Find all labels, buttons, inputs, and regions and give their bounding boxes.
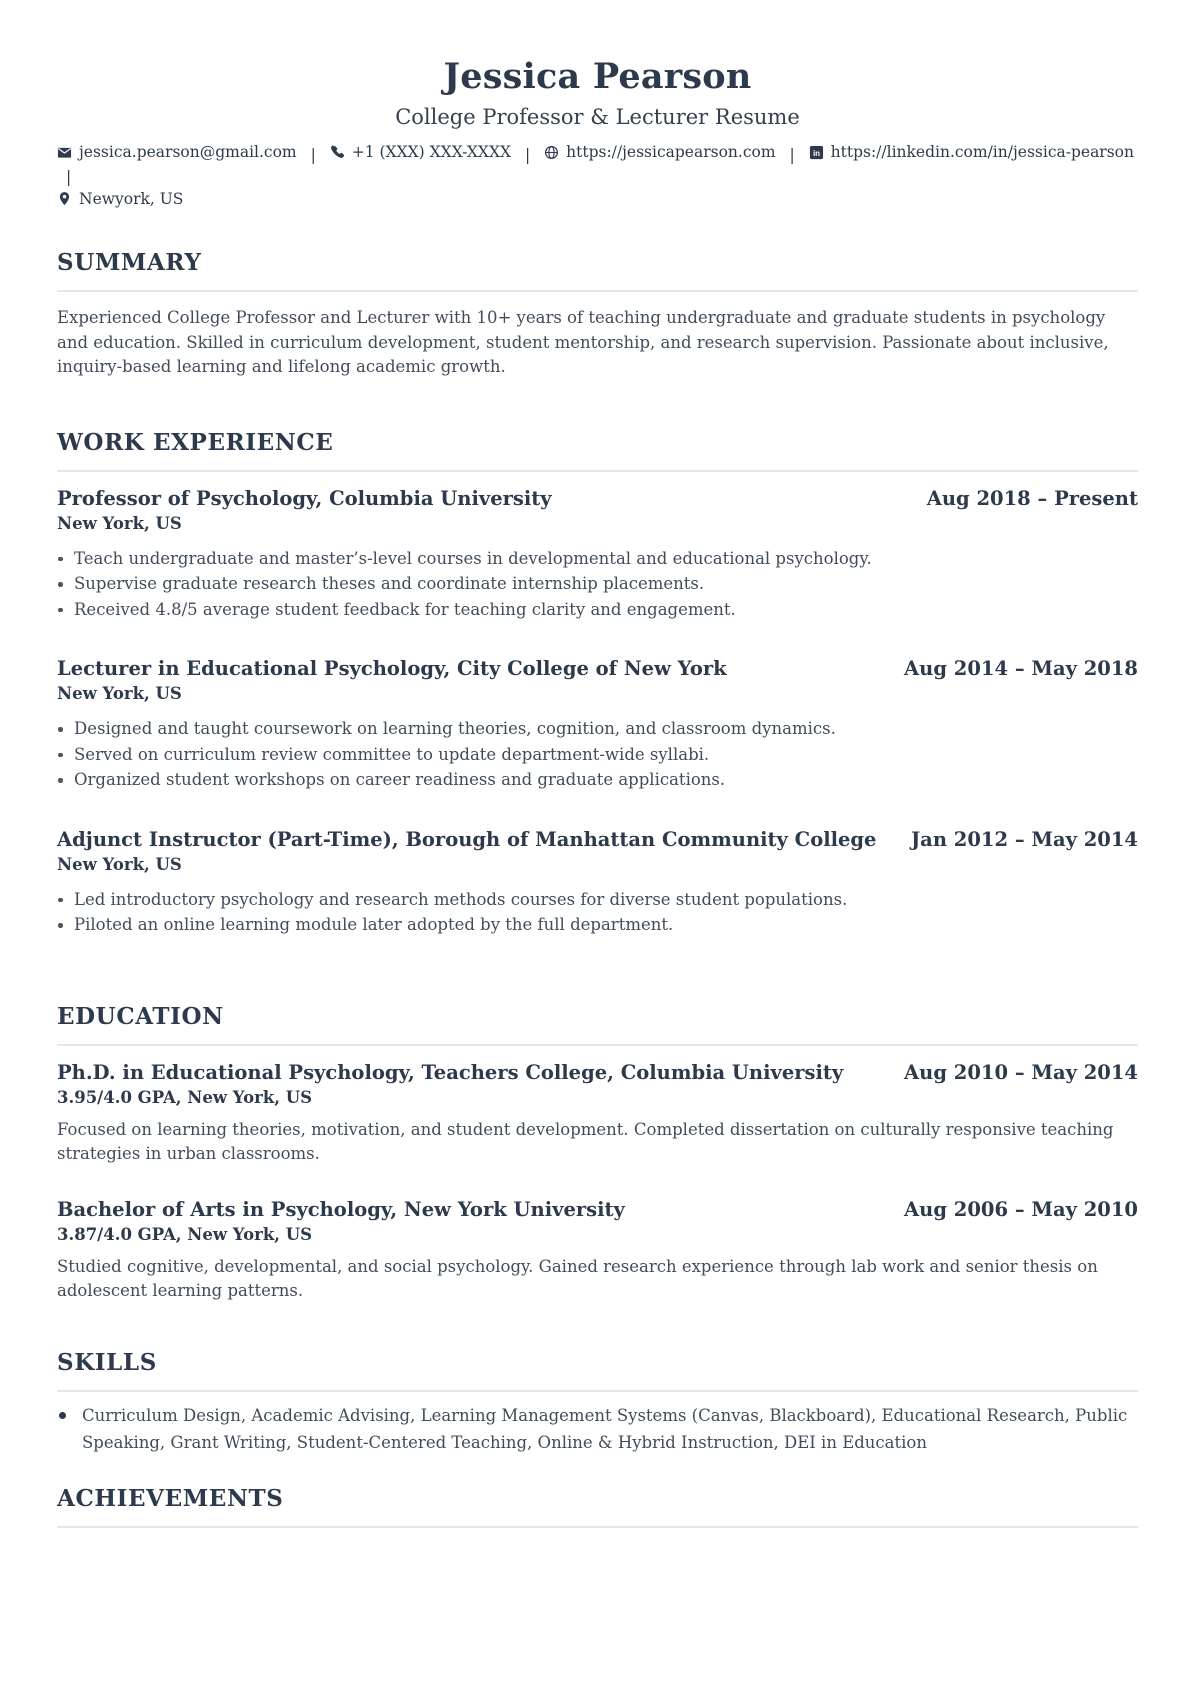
- summary-text: Experienced College Professor and Lecturer with 10+ years of teaching undergraduate and graduate students in psychology and education. Skilled in curriculum development, student mentorship, and research supervision. Passionate about inclusive, inquiry-based learning and lifelong academic growth.: [57, 308, 1109, 376]
- job-location: New York, US: [57, 513, 182, 533]
- skills-heading: SKILLS: [57, 1348, 157, 1376]
- section-divider: [57, 290, 1138, 292]
- summary-heading: SUMMARY: [57, 249, 202, 276]
- job-date-range: Jan 2012 – May 2014: [910, 827, 1138, 851]
- achievements-heading: ACHIEVEMENTS: [57, 1484, 284, 1512]
- education-date-range: Aug 2006 – May 2010: [904, 1197, 1138, 1221]
- contact-separator: |: [66, 167, 72, 186]
- section-education: [57, 1002, 1138, 1304]
- education-date-range: Aug 2010 – May 2014: [904, 1060, 1138, 1084]
- contact-linkedin-text: https://linkedin.com/in/jessica-pearson: [830, 143, 1134, 161]
- section-divider: [57, 1526, 1138, 1528]
- phone-handset-icon: [330, 145, 345, 160]
- bullet-item: Piloted an online learning module later adopted by the full department.: [57, 912, 1138, 938]
- svg-text:in: in: [812, 148, 820, 158]
- resume-subtitle: College Professor & Lecturer Resume: [395, 105, 800, 129]
- job-date-range: Aug 2014 – May 2018: [904, 657, 1138, 680]
- bullet-item: Organized student workshops on career readiness and graduate applications.: [57, 767, 1138, 793]
- bullet-item: Supervise graduate research theses and coordinate internship placements.: [57, 571, 1138, 597]
- bullet-item: Designed and taught coursework on learning theories, cognition, and classroom dynamics.: [57, 716, 1138, 742]
- contact-line-2: [57, 188, 1138, 213]
- skills-item: Curriculum Design, Academic Advising, Learning Management Systems (Canvas, Blackboard), Educational Research, Public Speaking, Grant Writing, Student-Centered Teaching, Online & Hybrid Instruction, DEI in Education: [57, 1402, 1138, 1456]
- job-entry: [57, 486, 1138, 623]
- contact-line-1: [57, 141, 1138, 188]
- education-description: Focused on learning theories, motivation, and student development. Completed dissertation on culturally responsive teaching strategies in urban classrooms.: [57, 1119, 1114, 1163]
- job-bullet-list: [57, 887, 1138, 938]
- section-achievements: [57, 1484, 1138, 1528]
- skills-list: [57, 1402, 1138, 1456]
- contact-location-text: Newyork, US: [79, 189, 184, 208]
- envelope-icon: [57, 145, 72, 160]
- job-title: Adjunct Instructor (Part-Time), Borough of Manhattan Community College: [57, 827, 877, 851]
- contact-separator: |: [789, 145, 795, 164]
- education-gpa-location: 3.95/4.0 GPA, New York, US: [57, 1087, 313, 1107]
- job-title-row: [57, 656, 1138, 682]
- work-experience-heading: WORK EXPERIENCE: [57, 428, 334, 456]
- contact-website-text: https://jessicapearson.com: [566, 143, 776, 161]
- job-title-row: [57, 827, 1138, 853]
- job-title: Lecturer in Educational Psychology, City College of New York: [57, 657, 727, 680]
- section-summary: [57, 248, 1138, 380]
- section-skills: [57, 1348, 1138, 1456]
- candidate-name: Jessica Pearson: [443, 56, 752, 97]
- resume-header: [57, 0, 1138, 212]
- education-degree: Ph.D. in Educational Psychology, Teachers College, Columbia University: [57, 1060, 844, 1084]
- contact-website: [544, 141, 775, 163]
- education-title-row: [57, 1197, 1138, 1223]
- job-entry: [57, 656, 1138, 793]
- contact-info: [57, 141, 1138, 212]
- job-bullet-list: [57, 546, 1138, 623]
- section-work-experience: [57, 428, 1138, 938]
- contact-phone-text: +1 (XXX) XXX-XXXX: [351, 143, 512, 161]
- bullet-item: Served on curriculum review committee to update department-wide syllabi.: [57, 742, 1138, 768]
- contact-separator: |: [310, 145, 316, 164]
- bullet-item: Led introductory psychology and research methods courses for diverse student populations.: [57, 887, 1138, 913]
- bullet-item: Received 4.8/5 average student feedback for teaching clarity and engagement.: [57, 597, 1138, 623]
- contact-phone: [330, 141, 511, 163]
- linkedin-icon: [809, 145, 824, 160]
- job-date-range: Aug 2018 – Present: [926, 486, 1138, 510]
- job-location: New York, US: [57, 854, 182, 874]
- section-divider: [57, 1044, 1138, 1046]
- education-description: Studied cognitive, developmental, and social psychology. Gained research experience through lab work and senior thesis on adolescent learning patterns.: [57, 1256, 1098, 1300]
- education-degree: Bachelor of Arts in Psychology, New York University: [57, 1197, 625, 1221]
- education-entry: [57, 1197, 1138, 1304]
- job-location: New York, US: [57, 684, 182, 703]
- contact-linkedin: [809, 141, 1134, 163]
- education-title-row: [57, 1060, 1138, 1086]
- education-heading: EDUCATION: [57, 1002, 224, 1030]
- section-divider: [57, 1390, 1138, 1392]
- contact-email-text: jessica.pearson@gmail.com: [79, 143, 297, 161]
- job-bullet-list: [57, 716, 1138, 793]
- contact-location: [57, 188, 183, 210]
- education-gpa-location: 3.87/4.0 GPA, New York, US: [57, 1224, 313, 1244]
- section-divider: [57, 470, 1138, 472]
- globe-icon: [544, 145, 559, 160]
- contact-separator: |: [524, 145, 531, 164]
- map-pin-icon: [57, 191, 72, 206]
- job-entry: [57, 827, 1138, 938]
- job-title-row: [57, 486, 1138, 512]
- contact-email: [57, 141, 297, 163]
- bullet-item: Teach undergraduate and master’s-level courses in developmental and educational psychology.: [57, 546, 1138, 572]
- job-title: Professor of Psychology, Columbia University: [57, 486, 552, 510]
- education-entry: [57, 1060, 1138, 1167]
